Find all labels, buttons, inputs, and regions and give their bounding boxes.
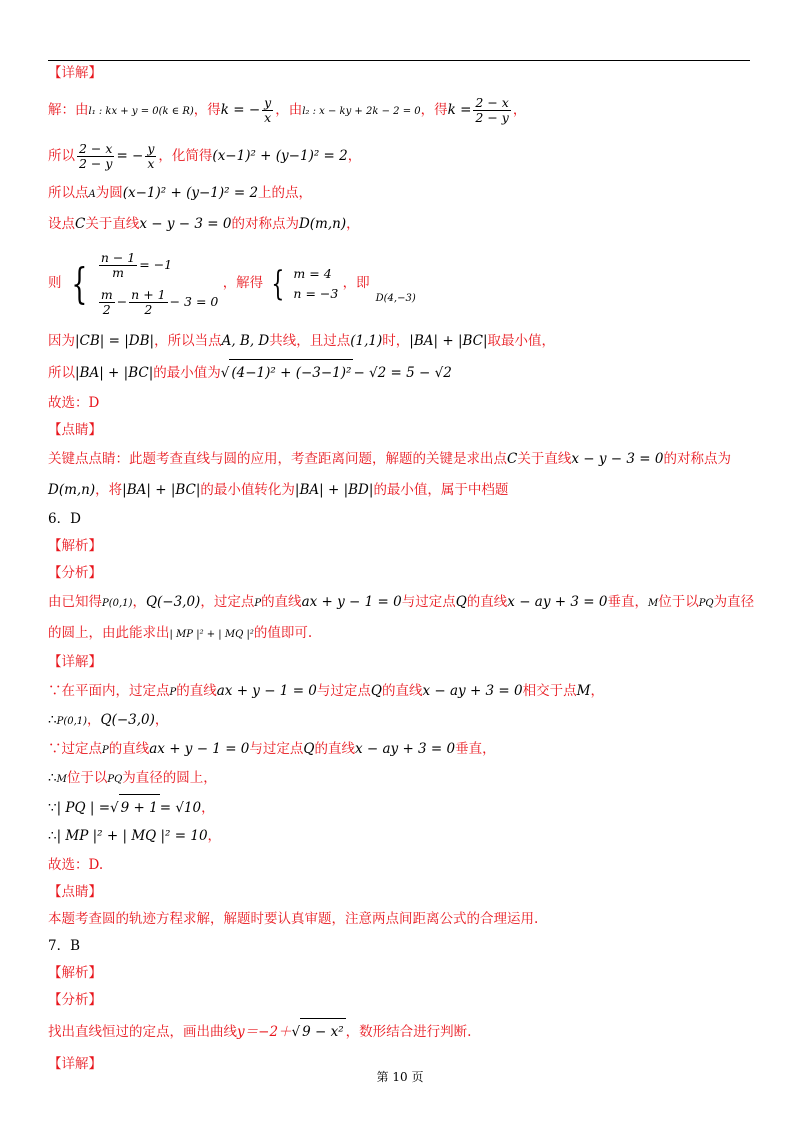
q6-fenxi-2: 的圆上，由此能求出| MP |² + | MQ |²的值即可.: [48, 625, 313, 641]
heading-xiangjie-q7: 【详解】: [48, 1056, 102, 1072]
fraction-y-over-x: $\frac{y}{x}$: [264, 95, 272, 125]
q6-answer: 故选：D.: [48, 857, 104, 873]
q5-line-1: 解：由l₁ : kx + y = 0(k ∈ R)，得k = − $\frac{y}{x}$ ，由l₂ : x − ky + 2k − 2 = 0，得k = $\frac{2 - x}{2 - y}$ ，: [48, 95, 527, 125]
equation-system: { $\frac{n - 1}{m}$ = −1 $\frac{m}{2}$ − $\frac{n + 1}{2}$ − 3 = 0: [71, 250, 219, 317]
heading-xiangjie-q6: 【详解】: [48, 654, 102, 670]
page-content: [48, 64, 758, 1078]
q6-fenxi-1: 由已知得P(0,1)，Q(−3,0)，过定点P的直线ax + y − 1 = 0与过定点Q的直线x − ay + 3 = 0垂直，M位于以PQ为直径: [48, 594, 755, 610]
heading-xiangjie: 【详解】: [48, 65, 102, 81]
q6-number: 6．D: [48, 511, 81, 527]
top-rule: [48, 60, 750, 61]
q6-xiangjie-6: ∴| MP |² + | MQ |² = 10，: [48, 828, 222, 844]
q6-dianjing: 本题考查圆的轨迹方程求解，解题时要认真审题，注意两点间距离公式的合理运用.: [48, 911, 539, 927]
fraction-2x-over-2y: $\frac{2 - x}{2 - y}$: [79, 141, 113, 171]
q5-answer: 故选：D: [48, 395, 100, 411]
q5-line-5: 则 { $\frac{n - 1}{m}$ = −1 $\frac{m}{2}$ − $\frac{n + 1}{2}$ − 3 = 0 ，解得 { m = 4 n = −3 ，即$_{D(4,-3)}$: [48, 240, 758, 326]
q6-xiangjie-2: ∴P(0,1)，Q(−3,0)，: [48, 712, 169, 728]
q5-dianjing-1: 关键点点睛：此题考查直线与圆的应用，考查距离问题，解题的关键是求出点C关于直线x − y − 3 = 0的对称点为: [48, 451, 731, 467]
q7-number: 7．B: [48, 938, 81, 954]
q6-xiangjie-5: ∵| PQ | =√ 9 + 1 = √10，: [48, 794, 758, 821]
heading-jiexi: 【解析】: [48, 538, 102, 554]
fraction-2x-over-2y: $\frac{2 - x}{2 - y}$: [475, 95, 509, 125]
q5-line-2: 所以 $\frac{2 - x}{2 - y}$ = − $\frac{y}{x}$ ，化简得(x−1)² + (y−1)² = 2，: [48, 141, 362, 171]
heading-jiexi-q7: 【解析】: [48, 965, 102, 981]
heading-dianjing: 【点睛】: [48, 422, 102, 438]
q5-line-3: 所以点A为圆(x−1)² + (y−1)² = 2上的点，: [48, 185, 313, 201]
heading-fenxi-q7: 【分析】: [48, 992, 102, 1008]
q6-xiangjie-3: ∵过定点P的直线ax + y − 1 = 0与过定点Q的直线x − ay + 3 = 0垂直，: [48, 741, 496, 757]
q6-xiangjie-4: ∴M位于以PQ为直径的圆上，: [48, 770, 217, 786]
heading-fenxi: 【分析】: [48, 565, 102, 581]
page-footer: 第 10 页: [376, 1070, 424, 1084]
fraction-y-over-x: $\frac{y}{x}$: [147, 141, 155, 171]
q7-fenxi: 找出直线恒过的定点，画出曲线y＝−2＋√ 9 − x² ，数形结合进行判断.: [48, 1018, 758, 1045]
solution-system: { m = 4 n = −3: [271, 264, 339, 304]
q5-line-7: 所以|BA| + |BC|的最小值为√ (4−1)² + (−3−1)² − √2 = 5 − √2: [48, 359, 758, 386]
q6-xiangjie-1: ∵在平面内，过定点P的直线ax + y − 1 = 0与过定点Q的直线x − ay + 3 = 0相交于点M，: [48, 683, 604, 699]
q5-line-6: 因为|CB| = |DB|，所以当点A, B, D共线，且过点(1,1)时，|BA| + |BC|取最小值，: [48, 333, 556, 349]
heading-dianjing-q6: 【点睛】: [48, 884, 102, 900]
q5-dianjing-2: D(m,n)，将|BA| + |BC|的最小值转化为|BA| + |BD|的最小值，属于中档题: [48, 482, 509, 498]
q5-line-4: 设点C关于直线x − y − 3 = 0的对称点为D(m,n)，: [48, 216, 360, 232]
